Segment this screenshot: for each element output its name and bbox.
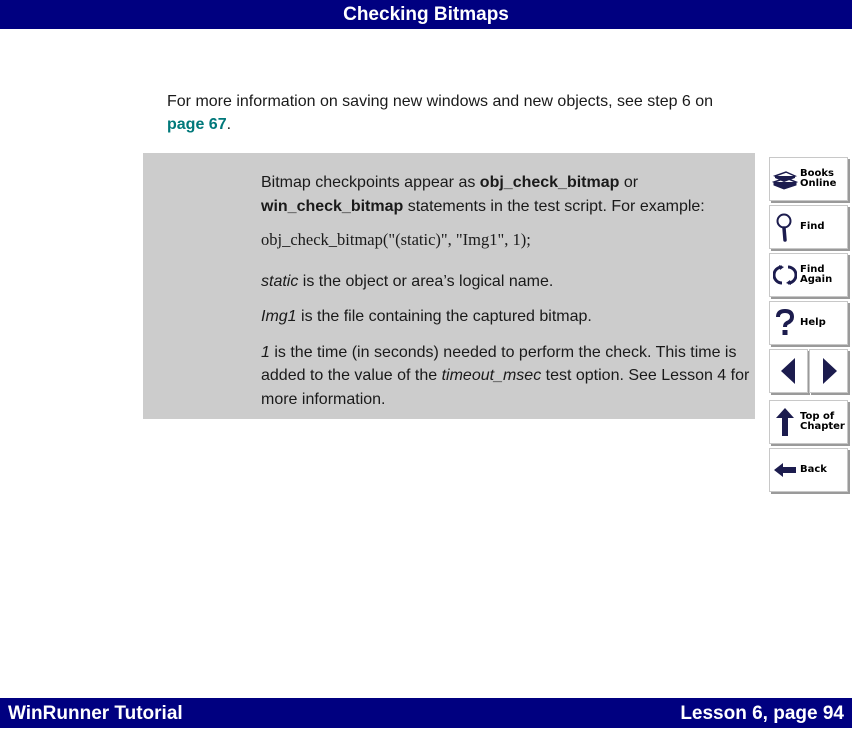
code-example: obj_check_bitmap("(static)", "Img1", 1);	[261, 230, 531, 249]
note-text-2: or	[619, 174, 639, 191]
win-check-bitmap-term: win_check_bitmap	[261, 197, 404, 215]
back-button[interactable]	[769, 448, 848, 492]
question-mark-icon	[770, 301, 800, 345]
help-label: Help	[800, 317, 826, 328]
page-header	[0, 0, 852, 29]
time-desc-a: is the time (in seconds) needed to perform the check. This time is added to the value of the	[261, 343, 737, 384]
up-arrow-icon	[770, 400, 800, 444]
previous-page-button[interactable]	[769, 349, 808, 393]
find-again-label: Find Again	[800, 264, 833, 285]
intro-text: For more information on saving new windows and new objects, see step 6 on	[167, 93, 714, 110]
find-button[interactable]	[769, 205, 848, 249]
note-text-3: statements in the test script. For example:	[403, 197, 705, 215]
note-paragraph-intro	[261, 171, 755, 218]
note-text-1: Bitmap checkpoints appear as	[261, 174, 480, 191]
page-footer	[0, 698, 852, 728]
top-of-chapter-label: Top of Chapter	[800, 411, 845, 432]
find-again-button[interactable]	[769, 253, 848, 297]
static-description	[261, 270, 755, 294]
page-title: Checking Bitmaps	[343, 4, 509, 25]
img1-term: Img1	[261, 308, 297, 325]
img1-description	[261, 305, 755, 329]
books-icon	[770, 157, 800, 201]
intro-period: .	[226, 116, 232, 133]
books-online-button[interactable]	[769, 157, 848, 201]
back-arrow-icon	[770, 448, 800, 492]
help-button[interactable]	[769, 301, 848, 345]
note-content	[261, 171, 755, 411]
document-title: WinRunner Tutorial	[8, 703, 183, 724]
find-label: Find	[800, 221, 825, 232]
time-term: 1	[261, 343, 270, 361]
back-label: Back	[800, 464, 827, 475]
page-number: Lesson 6, page 94	[680, 703, 844, 724]
timeout-msec-term: timeout_msec	[441, 367, 542, 384]
time-desc-b: test option. See Lesson 4 for more information.	[261, 367, 750, 408]
static-desc: is the object or area’s logical name.	[298, 272, 554, 290]
static-term: static	[261, 272, 299, 290]
find-again-icon	[770, 253, 800, 297]
next-page-button[interactable]	[809, 349, 848, 393]
right-arrow-icon	[819, 356, 839, 386]
magnifier-icon	[770, 205, 800, 249]
note-box	[143, 153, 755, 419]
left-arrow-icon	[779, 356, 799, 386]
obj-check-bitmap-term: obj_check_bitmap	[479, 174, 620, 191]
page-67-link[interactable]: page 67	[167, 116, 227, 133]
time-description	[261, 341, 755, 412]
intro-paragraph	[167, 90, 757, 136]
books-online-label: Books Online	[800, 168, 837, 189]
img1-desc: is the file containing the captured bitmap.	[296, 308, 592, 325]
top-of-chapter-button[interactable]	[769, 400, 848, 444]
